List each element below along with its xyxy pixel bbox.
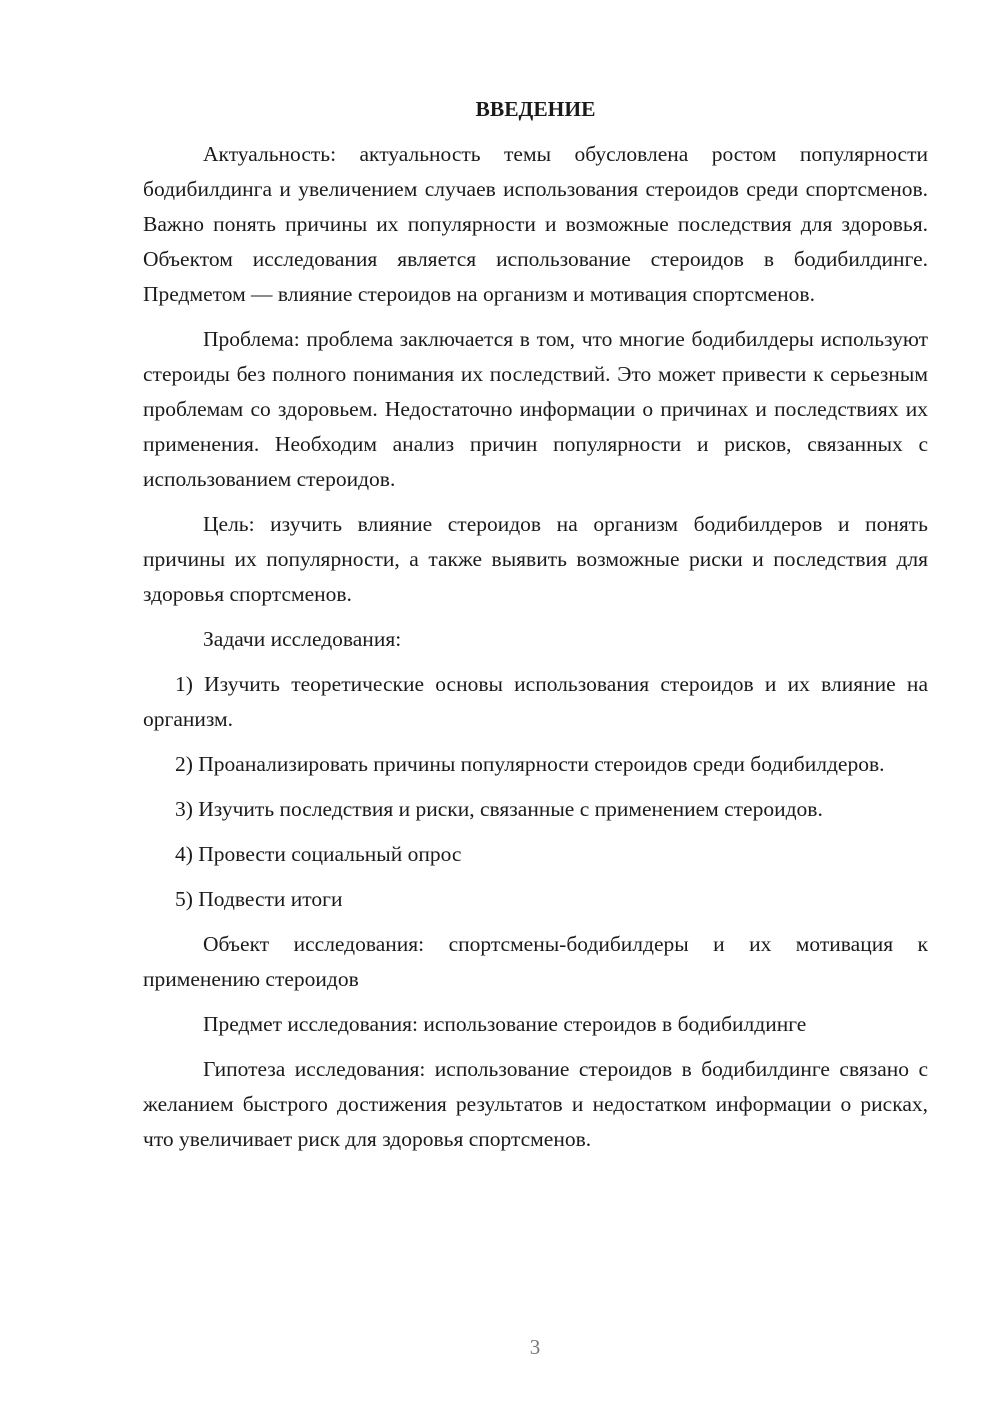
paragraph-subject: Предмет исследования: использование стероидов в бодибилдинге xyxy=(203,1012,807,1036)
task-item-3: 3) Изучить последствия и риски, связанные с применением стероидов. xyxy=(175,797,823,821)
paragraph-relevance: Актуальность: актуальность темы обусловлена ростом популярности бодибилдинга и увеличением случаев использования стероидов среди спортсменов. Важно понять причины их популярности и возможные последствия для здоровья. Объектом исследования является использование стероидов в бодибилдинге. Предметом — влияние стероидов на организм и мотивация спортсменов. xyxy=(143,142,928,306)
paragraph-problem: Проблема: проблема заключается в том, что многие бодибилдеры используют стероиды без полного понимания их последствий. Это может привести к серьезным проблемам со здоровьем. Недостаточно информации о причинах и последствиях их применения. Необходим анализ причин популярности и рисков, связанных с использованием стероидов. xyxy=(143,327,928,491)
paragraph-goal: Цель: изучить влияние стероидов на организм бодибилдеров и понять причины их популярности, а также выявить возможные риски и последствия для здоровья спортсменов. xyxy=(143,512,928,606)
page-content xyxy=(143,92,928,1167)
paragraph-tasks-heading: Задачи исследования: xyxy=(203,627,402,651)
page-title: ВВЕДЕНИЕ xyxy=(475,97,596,121)
paragraph-object: Объект исследования: спортсмены-бодибилдеры и их мотивация к применению стероидов xyxy=(143,932,928,991)
task-item-5: 5) Подвести итоги xyxy=(175,887,343,911)
page-number: 3 xyxy=(529,1335,541,1359)
paragraph-hypothesis: Гипотеза исследования: использование стероидов в бодибилдинге связано с желанием быстрого достижения результатов и недостатком информации о рисках, что увеличивает риск для здоровья спортсменов. xyxy=(143,1057,928,1151)
task-item-4: 4) Провести социальный опрос xyxy=(175,842,462,866)
task-item-1: 1) Изучить теоретические основы использования стероидов и их влияние на организм. xyxy=(143,672,928,731)
task-item-2: 2) Проанализировать причины популярности стероидов среди бодибилдеров. xyxy=(175,752,885,776)
